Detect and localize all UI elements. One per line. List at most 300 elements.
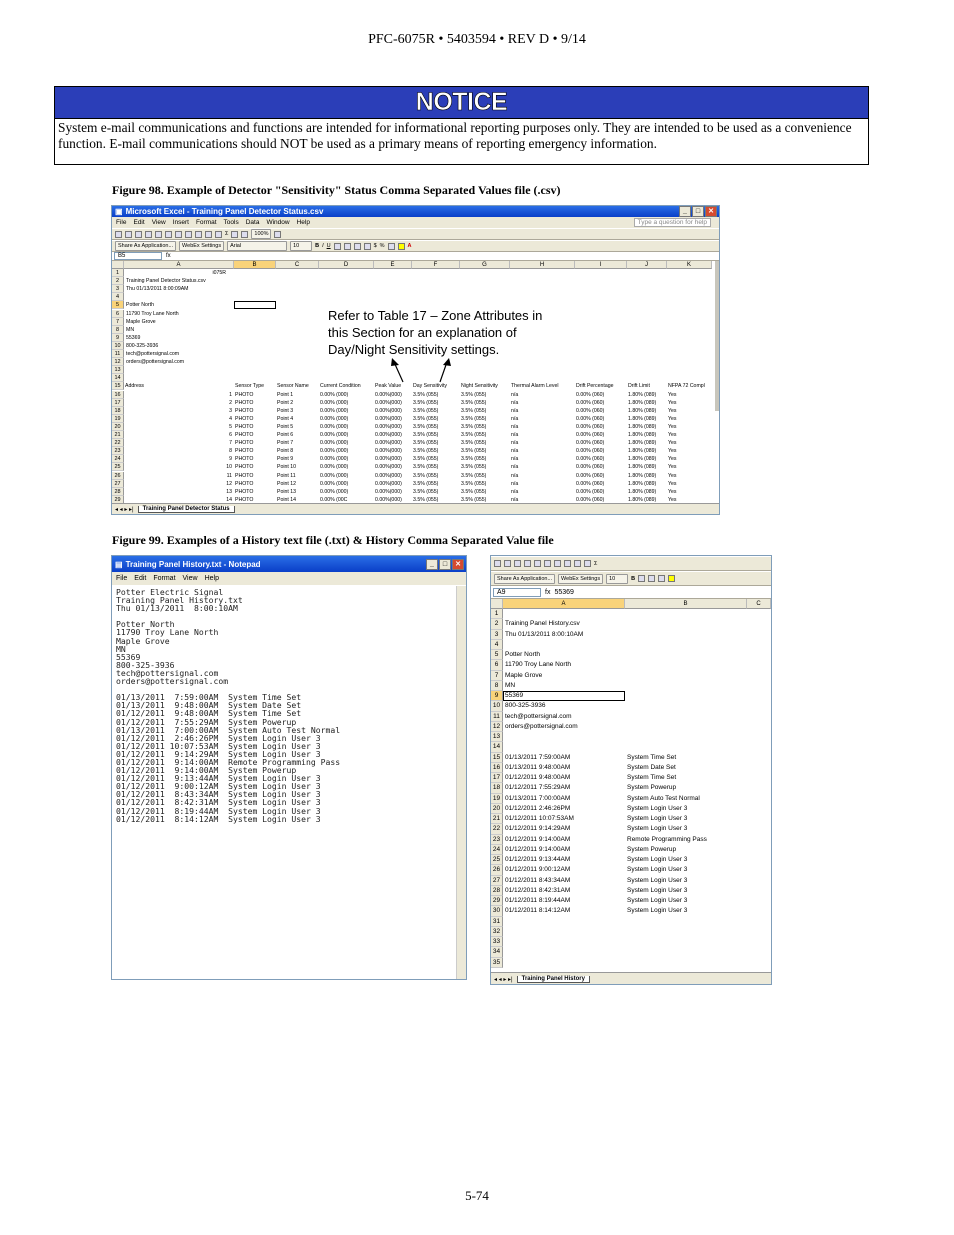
callout-arrows	[380, 355, 470, 385]
menu-item-edit[interactable]: Edit	[134, 575, 147, 582]
table-cell: 0.00%(000)	[375, 488, 402, 495]
table-cell: 5	[229, 423, 232, 430]
table-cell: 0.00% (000)	[320, 423, 349, 430]
help-icon[interactable]	[274, 231, 281, 238]
bold-button[interactable]: B	[631, 575, 636, 582]
merge-icon[interactable]	[364, 243, 371, 250]
table-cell: 1.80% (089)	[628, 440, 657, 447]
event-description: System Login User 3	[627, 866, 688, 874]
event-description: System Powerup	[627, 845, 677, 853]
table-cell: n/a	[511, 456, 519, 463]
table-cell: 3.5% (055)	[413, 472, 439, 479]
table-cell: 0.00% (000)	[320, 456, 349, 463]
table-cell: PHOTO	[235, 464, 254, 471]
borders-icon[interactable]	[388, 243, 395, 250]
currency-icon[interactable]: $	[373, 243, 377, 249]
info-cell: Training Panel History.csv	[505, 620, 580, 628]
maximize-button[interactable]: □	[692, 206, 704, 217]
cut-icon[interactable]	[175, 231, 182, 238]
table-cell: 0.00% (00C	[320, 496, 348, 503]
row-header: 19	[112, 415, 124, 423]
table-cell: 3.5% (055)	[461, 399, 487, 406]
table-cell: 3.5% (055)	[413, 480, 439, 487]
table-cell: 1.80% (089)	[628, 407, 657, 414]
row-header: 24	[112, 455, 124, 463]
event-description: System Date Set	[627, 763, 676, 771]
row-header: 19	[491, 794, 503, 804]
table-cell: Point 9	[277, 456, 294, 463]
row-header: 3	[112, 285, 124, 293]
help-question-input[interactable]: Type a question for help	[634, 218, 711, 227]
table-cell: 3.5% (055)	[461, 415, 487, 422]
table-cell: 0.00% (060)	[576, 391, 605, 398]
borders-icon[interactable]	[658, 575, 665, 582]
menu-item-tools[interactable]: Tools	[223, 219, 239, 226]
table-cell: 6	[229, 432, 232, 438]
copy-icon[interactable]	[185, 231, 192, 238]
row-header: 4	[112, 293, 124, 301]
table-cell: 3.5% (055)	[461, 448, 487, 455]
table-cell: Point 3	[277, 407, 294, 414]
table-header-cell: Peak Value	[375, 383, 402, 390]
table-cell: 1.80% (089)	[628, 480, 657, 487]
event-datetime: 01/12/2011 7:55:29AM	[505, 784, 571, 792]
table-cell: Point 12	[277, 480, 297, 487]
table-cell: n/a	[511, 432, 519, 438]
table-cell: Yes	[668, 456, 677, 463]
table-header-cell: Sensor Name	[277, 383, 309, 390]
row-header: 18	[491, 783, 503, 793]
fill-color-icon[interactable]	[668, 575, 675, 582]
row-header: 27	[491, 876, 503, 886]
event-datetime: 01/13/2011 7:59:00AM	[505, 753, 571, 761]
tab-nav-arrows[interactable]: ◂ ◂ ▸ ▸|	[115, 507, 134, 513]
table-cell: n/a	[511, 448, 519, 455]
table-cell: 0.00% (000)	[320, 432, 349, 438]
notepad-text-area[interactable]: Potter Electric Signal Training Panel History.txt Thu 01/13/2011 8:00:10AM Potter North 11790 Troy Lane North Maple Grove MN 55369 800-325-3936 tech@pottersignal.com orders@pottersignal.com 01/13/2011 7:59:00AM System Time Set 01/13/2011 9:48:00AM System Date Set 01/12/2011 9:48:00AM System Time Set 01/12/2011 7:55:29AM System Powerup 01/13/2011 7:00:00AM System Auto Test Normal 01/12/2011 2:46:26PM System Login User 3 01/12/2011 10:07:53AM System Login User 3 01/12/2011 9:14:29AM System Login User 3 01/12/2011 9:14:00AM Remote Programming Pass 01/12/2011 9:14:00AM System Powerup 01/12/2011 9:13:44AM System Login User 3 01/12/2011 9:00:12AM System Login User 3 01/12/2011 8:43:34AM System Login User 3 01/12/2011 8:42:31AM System Login User 3 01/12/2011 8:19:44AM System Login User 3 01/12/2011 8:14:12AM System Login User 3	[116, 587, 341, 824]
row-header: 22	[112, 439, 124, 447]
table-cell: 3.5% (055)	[461, 496, 487, 503]
undo-icon[interactable]	[205, 231, 212, 238]
table-cell: 0.00% (060)	[576, 488, 605, 495]
event-description: System Login User 3	[627, 876, 688, 884]
row-header: 28	[491, 886, 503, 896]
sheet-tab-detector-status[interactable]: Training Panel Detector Status	[138, 506, 235, 513]
table-cell: 0.00% (000)	[320, 480, 349, 487]
row-header: 1	[491, 609, 503, 619]
sort-icon[interactable]	[231, 231, 238, 238]
info-cell: Maple Grove	[505, 671, 543, 679]
table-cell: 0.00%(000)	[375, 456, 402, 463]
formula-bar	[491, 586, 771, 599]
table-cell: 0.00%(000)	[375, 407, 402, 414]
table-cell: 0.00% (000)	[320, 472, 349, 479]
name-box[interactable]: A9	[493, 588, 541, 597]
event-datetime: 01/12/2011 10:07:53AM	[505, 815, 574, 822]
row-header: 25	[491, 855, 503, 865]
menu-item-file[interactable]: File	[116, 219, 127, 226]
excel-window-title: Microsoft Excel - Training Panel Detector Status.csv	[125, 207, 324, 216]
row-header: 13	[112, 366, 124, 374]
menu-item-file[interactable]: File	[116, 575, 128, 582]
info-cell: 800-325-3936	[505, 702, 546, 710]
table-cell: 1.80% (089)	[628, 472, 657, 479]
table-cell: 0.00% (000)	[320, 448, 349, 455]
row-header: 22	[491, 824, 503, 834]
fx-icon: fx	[166, 253, 171, 259]
column-header: F	[412, 261, 460, 269]
row-header: 8	[112, 326, 124, 334]
menu-item-window[interactable]: Window	[266, 219, 290, 226]
table-cell: 3.5% (055)	[461, 440, 487, 447]
info-cell: Training Panel Detector Status.csv	[126, 278, 206, 285]
notice-title: NOTICE	[415, 88, 508, 116]
table-cell: 1.80% (089)	[628, 432, 657, 438]
chart-icon[interactable]	[241, 231, 248, 238]
autosum-icon[interactable]: Σ	[225, 231, 229, 237]
active-cell-b5	[234, 301, 276, 309]
standard-toolbar	[491, 556, 771, 571]
print-icon[interactable]	[524, 560, 531, 567]
row-header: 30	[491, 906, 503, 916]
row-header: 2	[491, 619, 503, 629]
row-header: 20	[491, 804, 503, 814]
table-cell: 3.5% (055)	[461, 488, 487, 495]
table-cell: PHOTO	[235, 472, 254, 479]
row-header: 25	[112, 463, 124, 471]
figure-98-caption: Figure 98. Example of Detector "Sensitivity" Status Comma Separated Values file (.csv)	[112, 183, 561, 197]
table-cell: 0.00%(000)	[375, 440, 402, 447]
menu-item-data[interactable]: Data	[245, 219, 260, 226]
menu-item-help[interactable]: Help	[296, 219, 310, 226]
spreadsheet-grid[interactable]	[491, 599, 771, 971]
formula-bar	[112, 252, 719, 261]
table-cell: PHOTO	[235, 448, 254, 455]
table-cell: Point 2	[277, 399, 294, 406]
webex-settings-button[interactable]: WebEx Settings	[179, 241, 224, 251]
notepad-title-bar[interactable]	[112, 556, 466, 572]
table-cell: 3.5% (055)	[413, 496, 439, 503]
info-cell: tech@pottersignal.com	[505, 712, 572, 720]
save-icon[interactable]	[135, 231, 142, 238]
info-cell: MN	[505, 681, 516, 689]
table-cell: 0.00% (000)	[320, 415, 349, 422]
table-cell: 3.5% (055)	[413, 415, 439, 422]
sheet-tab-bar	[112, 503, 720, 515]
spelling-icon[interactable]	[165, 231, 172, 238]
table-cell: Yes	[668, 472, 677, 479]
table-cell: Yes	[668, 391, 677, 398]
row-header: 5	[112, 301, 124, 309]
table-cell: 1.80% (089)	[628, 448, 657, 455]
preview-icon[interactable]	[155, 231, 162, 238]
minimize-button[interactable]: _	[426, 559, 438, 570]
table-cell: 3.5% (055)	[413, 399, 439, 406]
formatting-toolbar	[491, 571, 771, 586]
event-datetime: 01/12/2011 9:13:44AM	[505, 856, 571, 863]
table-cell: n/a	[511, 440, 519, 447]
event-description: System Login User 3	[627, 856, 688, 863]
excel-title-bar[interactable]	[112, 206, 719, 217]
table-cell: 4	[229, 415, 232, 422]
event-description: System Auto Test Normal	[627, 794, 700, 802]
event-description: System Powerup	[627, 784, 677, 792]
event-description: Remote Programming Pass	[627, 835, 707, 843]
info-cell: 55369	[126, 334, 141, 341]
row-header: 35	[491, 958, 503, 968]
table-cell: 0.00%(000)	[375, 423, 402, 430]
table-cell: n/a	[511, 423, 519, 430]
row-header: 9	[112, 334, 124, 342]
row-header: 3	[491, 630, 503, 640]
table-cell: 12	[226, 480, 232, 487]
table-cell: 3.5% (055)	[461, 423, 487, 430]
table-cell: Yes	[668, 399, 677, 406]
webex-settings-button[interactable]: WebEx Settings	[558, 574, 603, 584]
table-cell: 3.5% (055)	[413, 440, 439, 447]
undo-icon[interactable]	[584, 560, 591, 567]
menu-item-edit[interactable]: Edit	[133, 219, 145, 226]
sheet-tab-history[interactable]: Training Panel History	[517, 976, 590, 983]
event-datetime: 01/13/2011 7:00:00AM	[505, 794, 571, 802]
maximize-button[interactable]: □	[439, 559, 451, 570]
row-header: 16	[491, 763, 503, 773]
select-all-corner	[491, 599, 503, 609]
column-header: C	[747, 599, 771, 609]
table-cell: 3.5% (055)	[413, 432, 439, 438]
table-cell: Yes	[668, 496, 677, 503]
copy-icon[interactable]	[564, 560, 571, 567]
event-datetime: 01/12/2011 9:00:12AM	[505, 866, 571, 874]
row-header: 10	[491, 701, 503, 711]
column-header: G	[460, 261, 510, 269]
fill-color-icon[interactable]	[398, 243, 405, 250]
table-cell: Yes	[668, 480, 677, 487]
table-cell: PHOTO	[235, 496, 254, 503]
table-cell: 10	[226, 464, 232, 471]
close-button[interactable]: ✕	[452, 559, 464, 570]
font-select[interactable]: Arial	[227, 241, 287, 251]
minimize-button[interactable]: _	[679, 206, 691, 217]
table-cell: Yes	[668, 415, 677, 422]
share-application-button[interactable]: Share As Application...	[494, 574, 555, 584]
font-size-select[interactable]: 10	[606, 574, 628, 584]
percent-icon[interactable]: %	[379, 243, 385, 249]
row-header: 2	[112, 277, 124, 285]
table-header-cell: Sensor Type	[235, 383, 265, 390]
notice-bar	[55, 87, 868, 119]
event-description: System Time Set	[627, 753, 677, 761]
table-cell: Yes	[668, 488, 677, 495]
info-cell: i075R	[212, 270, 226, 276]
formula-input[interactable]: 55369	[554, 588, 574, 596]
print-icon[interactable]	[145, 231, 152, 238]
open-icon[interactable]	[125, 231, 132, 238]
font-size-select[interactable]: 10	[290, 241, 312, 251]
info-cell: 11790 Troy Lane North	[505, 661, 572, 669]
table-cell: 0.00% (000)	[320, 399, 349, 406]
table-cell: 1.80% (089)	[628, 488, 657, 495]
align-left-icon[interactable]	[638, 575, 645, 582]
zoom-select[interactable]: 100%	[251, 229, 271, 239]
table-cell: 7	[229, 440, 232, 447]
event-datetime: 01/12/2011 9:14:00AM	[505, 835, 571, 843]
redo-icon[interactable]	[215, 231, 222, 238]
table-cell: n/a	[511, 407, 519, 414]
row-header: 26	[112, 472, 124, 480]
row-header: 6	[491, 660, 503, 670]
table-cell: Point 11	[277, 472, 296, 479]
info-cell: orders@pottersignal.com	[505, 722, 578, 730]
table-cell: n/a	[511, 496, 519, 503]
table-cell: n/a	[511, 480, 519, 487]
table-cell: Point 1	[277, 391, 294, 398]
table-cell: 3.5% (055)	[413, 407, 439, 414]
table-cell: PHOTO	[235, 480, 254, 487]
notepad-menu-bar	[112, 572, 466, 585]
event-datetime: 01/12/2011 8:43:34AM	[505, 876, 571, 884]
table-cell: Point 5	[277, 423, 294, 430]
table-cell: PHOTO	[235, 407, 254, 414]
open-icon[interactable]	[504, 560, 511, 567]
event-description: System Time Set	[627, 774, 677, 781]
table-cell: 0.00%(000)	[375, 391, 402, 398]
row-header: 11	[491, 712, 503, 722]
row-header: 11	[112, 350, 124, 358]
paste-icon[interactable]	[195, 231, 202, 238]
table-cell: 0.00%(000)	[375, 415, 402, 422]
row-header: 34	[491, 947, 503, 957]
column-header: I	[575, 261, 627, 269]
table-cell: 11	[226, 472, 232, 479]
align-right-icon[interactable]	[354, 243, 361, 250]
table-cell: PHOTO	[235, 432, 254, 438]
table-cell: n/a	[511, 415, 519, 422]
info-cell: Potter North	[505, 651, 541, 658]
share-application-button[interactable]: Share As Application...	[115, 241, 176, 251]
row-header: 18	[112, 407, 124, 415]
table-cell: 3.5% (055)	[461, 464, 487, 471]
table-cell: Point 4	[277, 415, 294, 422]
row-header: 13	[491, 732, 503, 742]
align-center-icon[interactable]	[344, 243, 351, 250]
row-header: 31	[491, 917, 503, 927]
info-cell: Potter North	[126, 302, 154, 309]
event-description: System Login User 3	[627, 907, 688, 915]
table-cell: 1.80% (089)	[628, 496, 657, 503]
notice-box	[54, 86, 869, 165]
spelling-icon[interactable]	[544, 560, 551, 567]
table-cell: 3.5% (055)	[461, 472, 487, 479]
row-header: 23	[112, 447, 124, 455]
row-header: 21	[112, 431, 124, 439]
table-cell: Point 6	[277, 432, 294, 438]
column-header: J	[627, 261, 667, 269]
table-cell: Point 7	[277, 440, 294, 447]
font-color-icon[interactable]: A	[407, 243, 412, 249]
table-cell: 2	[229, 399, 232, 406]
cut-icon[interactable]	[554, 560, 561, 567]
row-header: 14	[112, 374, 124, 382]
underline-button[interactable]: U	[326, 243, 331, 249]
table-cell: 0.00% (060)	[576, 399, 605, 406]
table-cell: 3.5% (055)	[461, 480, 487, 487]
info-cell: 55369	[505, 692, 524, 699]
new-icon[interactable]	[494, 560, 501, 567]
table-cell: 3	[229, 407, 232, 414]
info-cell: MN	[126, 326, 135, 333]
table-cell: Point 14	[277, 496, 297, 503]
new-icon[interactable]	[115, 231, 122, 238]
menu-item-format[interactable]: Format	[195, 219, 217, 226]
close-button[interactable]: ✕	[705, 206, 717, 217]
table-cell: 14	[226, 496, 232, 503]
table-cell: 0.00% (060)	[576, 432, 605, 438]
table-cell: 0.00%(000)	[375, 496, 402, 503]
info-cell: tech@pottersignal.com	[126, 351, 180, 357]
bold-button[interactable]: B	[315, 243, 320, 249]
align-left-icon[interactable]	[334, 243, 341, 250]
column-header: B	[234, 261, 276, 269]
row-header: 17	[112, 399, 124, 407]
row-header: 15	[491, 753, 503, 763]
row-header: 4	[491, 640, 503, 650]
table-cell: Yes	[668, 432, 677, 438]
table-cell: n/a	[511, 391, 519, 398]
table-cell: PHOTO	[235, 456, 254, 463]
info-cell: Thu 01/13/2011 8:00:09AM	[126, 286, 189, 293]
menu-item-view[interactable]: View	[151, 219, 166, 226]
table-cell: 0.00% (060)	[576, 472, 605, 479]
table-cell: n/a	[511, 488, 519, 495]
fx-icon: fx	[545, 588, 551, 596]
preview-icon[interactable]	[534, 560, 541, 567]
row-header: 9	[491, 691, 503, 701]
menu-item-help[interactable]: Help	[204, 575, 219, 582]
align-center-icon[interactable]	[648, 575, 655, 582]
table-cell: 0.00% (060)	[576, 456, 605, 463]
menu-item-format[interactable]: Format	[153, 575, 176, 582]
info-cell: Thu 01/13/2011 8:00:10AM	[505, 630, 584, 638]
save-icon[interactable]	[514, 560, 521, 567]
event-datetime: 01/12/2011 8:19:44AM	[505, 897, 571, 904]
column-header: B	[625, 599, 747, 609]
autosum-icon[interactable]: Σ	[594, 560, 598, 567]
row-header: 1	[112, 269, 124, 277]
notepad-window-title: Training Panel History.txt - Notepad	[125, 559, 261, 569]
event-datetime: 01/12/2011 9:14:00AM	[505, 845, 571, 853]
vertical-scrollbar[interactable]	[456, 586, 466, 980]
table-cell: Point 10	[277, 464, 297, 471]
tab-nav-arrows[interactable]: ◂ ◂ ▸ ▸|	[494, 976, 513, 983]
table-cell: 0.00% (060)	[576, 480, 605, 487]
table-header-cell: Current Condition	[320, 383, 361, 390]
table-cell: 3.5% (055)	[413, 488, 439, 495]
table-cell: 1.80% (089)	[628, 464, 657, 471]
table-header-cell: Drift Percentage	[576, 383, 614, 390]
menu-item-insert[interactable]: Insert	[172, 219, 189, 226]
row-header: 16	[112, 391, 124, 399]
notepad-app-icon: ▤	[115, 559, 123, 569]
name-box[interactable]: B5	[114, 252, 162, 260]
event-datetime: 01/12/2011 2:46:26PM	[505, 804, 571, 812]
italic-button[interactable]: I	[322, 243, 324, 249]
page-header: PFC-6075R • 5403594 • REV D • 9/14	[368, 32, 586, 47]
table-cell: Point 8	[277, 448, 294, 455]
info-cell: 11790 Troy Lane North	[126, 310, 179, 317]
menu-item-view[interactable]: View	[182, 575, 198, 582]
paste-icon[interactable]	[574, 560, 581, 567]
